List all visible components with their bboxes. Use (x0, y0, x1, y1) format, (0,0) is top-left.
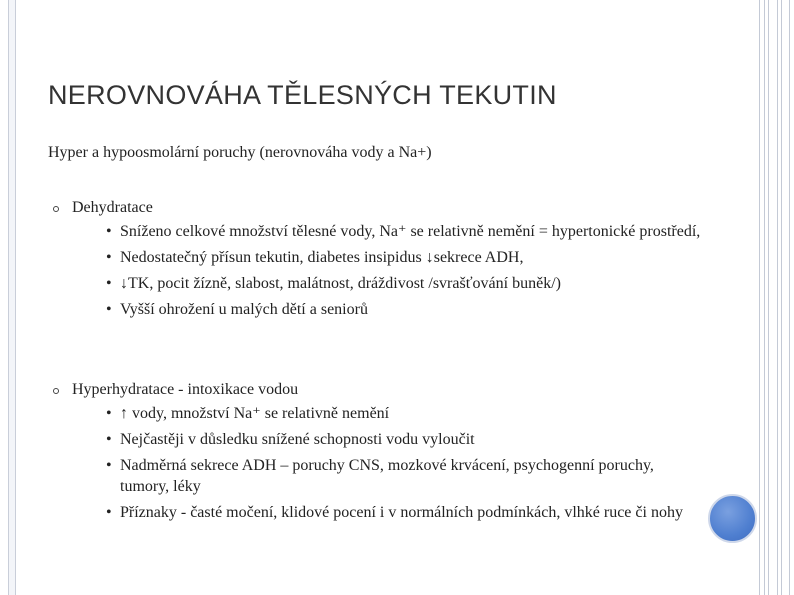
decorative-orb-icon (708, 494, 757, 543)
list-item: • Nejčastěji v důsledku snížené schopnosti vodu vyloučit (106, 431, 475, 448)
right-frame-lines (754, 0, 794, 595)
list-item: • ↓TK, pocit žízně, slabost, malátnost, dráždivost /svrašťování buněk/) (106, 275, 561, 292)
list-item: • Vyšší ohrožení u malých dětí a seniorů (106, 301, 368, 318)
slide-subtitle: Hyper a hypoosmolární poruchy (nerovnováha vody a Na+) (48, 144, 432, 161)
section-hyperhydratace (48, 381, 688, 528)
list-item: • Příznaky - časté močení, klidové pocení i v normálních podmínkách, vlhké ruce či nohy (106, 504, 683, 521)
list-item: • ↑ vody, množství Na⁺ se relativně nemění (106, 405, 390, 422)
circle-bullet-icon (53, 206, 59, 212)
bullet-icon: • (106, 301, 112, 318)
bullet-icon: • (106, 504, 112, 521)
bullet-icon: • (106, 249, 112, 266)
list-item: • Nedostatečný přísun tekutin, diabetes insipidus ↓sekrece ADH, (106, 249, 524, 266)
bullet-icon: • (106, 275, 112, 292)
section-heading: Dehydratace (72, 199, 153, 216)
list-item: • Sníženo celkové množství tělesné vody, Na⁺ se relativně nemění = hypertonické prostředí, (106, 223, 701, 240)
bullet-icon: • (106, 223, 112, 240)
page-title: NEROVNOVÁHA TĚLESNÝCH TEKUTIN (48, 80, 557, 110)
bullet-icon: • (106, 457, 112, 474)
list-item: • Nadměrná sekrece ADH – poruchy CNS, mozkové krvácení, psychogenní poruchy, tumory, léky (106, 457, 654, 495)
bullet-icon: • (106, 431, 112, 448)
section-dehydratace (48, 199, 701, 325)
section-heading: Hyperhydratace - intoxikace vodou (72, 381, 299, 398)
left-frame-border (8, 0, 16, 595)
bullet-icon: • (106, 405, 112, 422)
circle-bullet-icon (53, 388, 59, 394)
